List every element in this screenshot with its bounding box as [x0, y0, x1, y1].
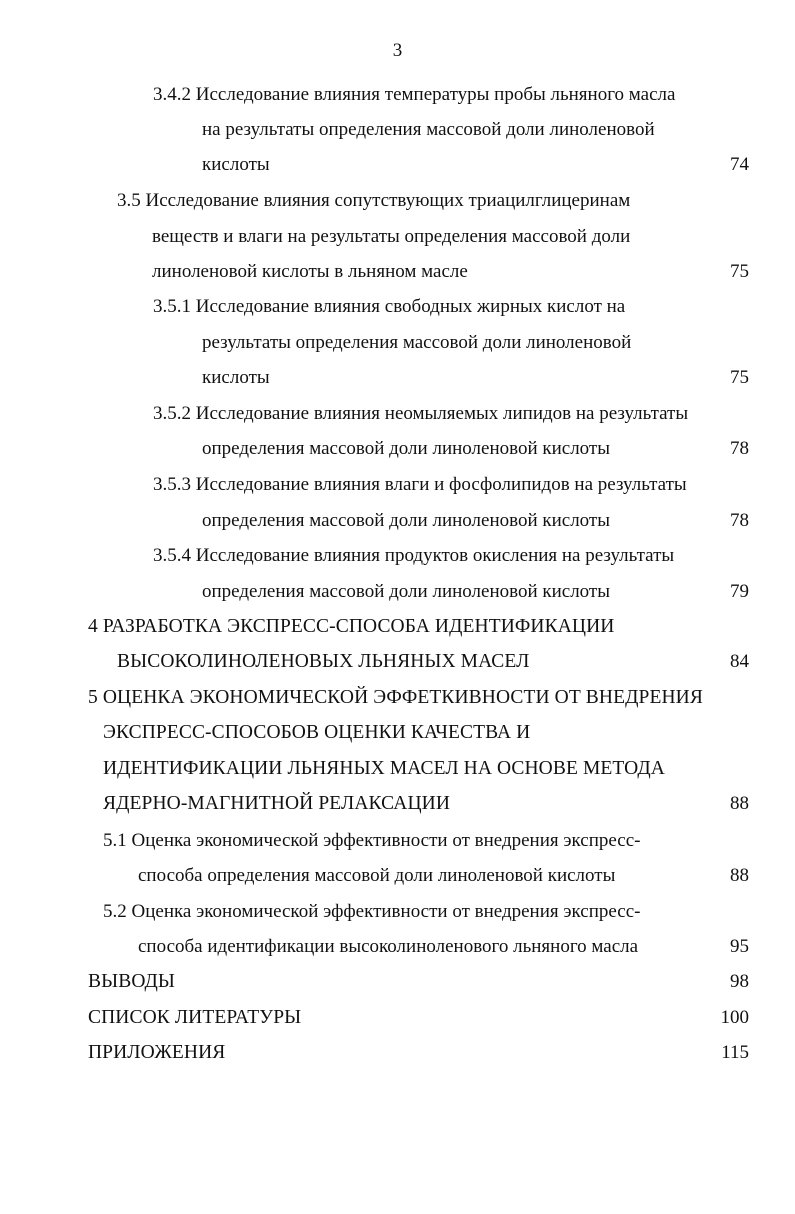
toc-entry-line: ИДЕНТИФИКАЦИИ ЛЬНЯНЫХ МАСЕЛ НА ОСНОВЕ МЕТОДА: [103, 758, 665, 779]
toc-page-number: 100: [720, 1007, 749, 1028]
toc-page-number: 95: [730, 936, 749, 957]
toc-entry-line: 5.1 Оценка экономической эффективности от внедрения экспресс-: [103, 830, 641, 851]
toc-page-number: 74: [730, 154, 749, 175]
toc-page-number: 84: [730, 651, 749, 672]
page-number: 3: [392, 40, 403, 61]
toc-entry-line: результаты определения массовой доли линоленовой: [202, 332, 632, 353]
toc-entry-line: ЭКСПРЕСС-СПОСОБОВ ОЦЕНКИ КАЧЕСТВА И: [103, 722, 531, 743]
toc-page-number: 79: [730, 581, 749, 602]
toc-entry-line: СПИСОК ЛИТЕРАТУРЫ: [88, 1007, 302, 1028]
toc-page-number: 75: [730, 261, 749, 282]
toc-page-number: 115: [721, 1042, 749, 1063]
toc-entry-line: 5 ОЦЕНКА ЭКОНОМИЧЕСКОЙ ЭФФЕТКИВНОСТИ ОТ ВНЕДРЕНИЯ: [88, 687, 703, 708]
toc-page-number: 78: [730, 510, 749, 531]
toc-entry-line: на результаты определения массовой доли линоленовой: [202, 119, 655, 140]
toc-entry-line: 3.5.3 Исследование влияния влаги и фосфолипидов на результаты: [153, 474, 687, 495]
toc-entry-line: 5.2 Оценка экономической эффективности от внедрения экспресс-: [103, 901, 641, 922]
toc-entry-line: ВЫСОКОЛИНОЛЕНОВЫХ ЛЬНЯНЫХ МАСЕЛ: [117, 651, 530, 672]
toc-entry-line: 3.5 Исследование влияния сопутствующих триацилглицеринам: [117, 190, 631, 211]
toc-page-number: 75: [730, 367, 749, 388]
toc-entry-line: кислоты: [202, 154, 270, 175]
toc-entry-line: линоленовой кислоты в льняном масле: [152, 261, 468, 282]
toc-entry-line: 3.5.1 Исследование влияния свободных жирных кислот на: [153, 296, 626, 317]
toc-entry-line: 4 РАЗРАБОТКА ЭКСПРЕСС-СПОСОБА ИДЕНТИФИКАЦИИ: [88, 616, 615, 637]
toc-entry-line: ЯДЕРНО-МАГНИТНОЙ РЕЛАКСАЦИИ: [103, 793, 451, 814]
toc-page-number: 88: [730, 793, 749, 814]
toc-entry-line: ПРИЛОЖЕНИЯ: [88, 1042, 226, 1063]
toc-entry-line: кислоты: [202, 367, 270, 388]
toc-entry-line: ВЫВОДЫ: [88, 971, 176, 992]
toc-entry-line: веществ и влаги на результаты определения массовой доли: [152, 226, 631, 247]
toc-page-number: 78: [730, 438, 749, 459]
toc-page-number: 98: [730, 971, 749, 992]
toc-entry-line: 3.5.4 Исследование влияния продуктов окисления на результаты: [153, 545, 675, 566]
toc-entry-line: 3.4.2 Исследование влияния температуры пробы льняного масла: [153, 84, 676, 105]
toc-entry-line: 3.5.2 Исследование влияния неомыляемых липидов на результаты: [153, 403, 689, 424]
toc-entry-line: определения массовой доли линоленовой кислоты: [202, 510, 610, 531]
toc-entry-line: определения массовой доли линоленовой кислоты: [202, 581, 610, 602]
toc-entry-line: способа определения массовой доли линоленовой кислоты: [138, 865, 616, 886]
toc-page-number: 88: [730, 865, 749, 886]
toc-entry-line: определения массовой доли линоленовой кислоты: [202, 438, 610, 459]
toc-entry-line: способа идентификации высоколиноленового льняного масла: [138, 936, 639, 957]
